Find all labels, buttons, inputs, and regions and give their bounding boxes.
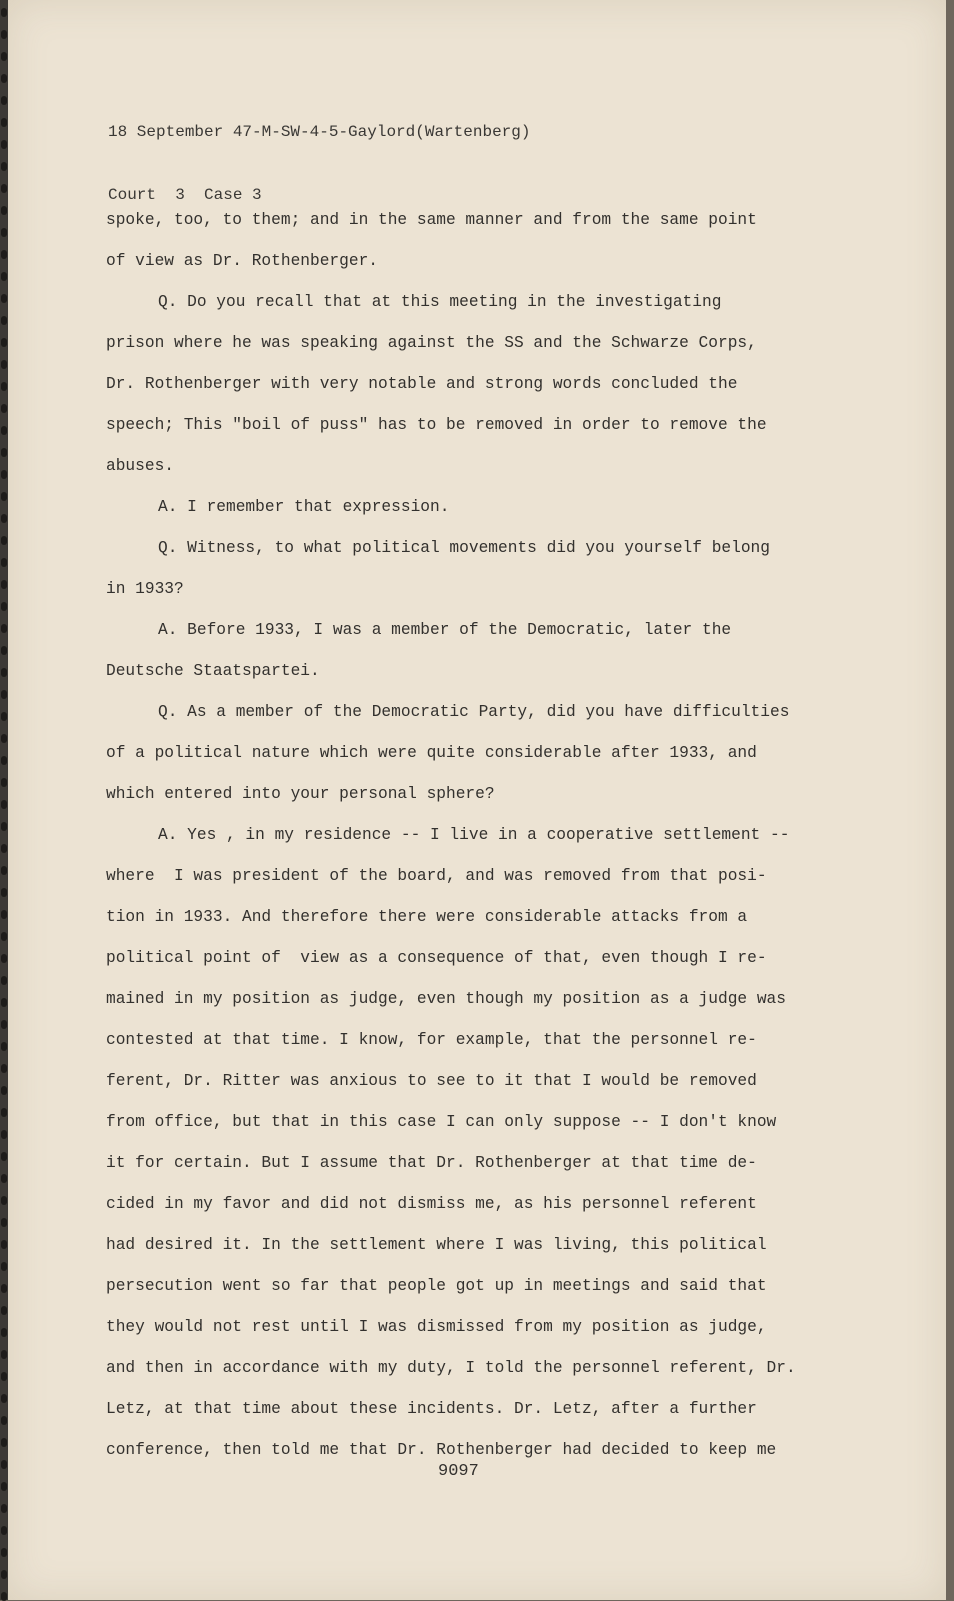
transcript-line: Q. Witness, to what political movements did you yourself belong <box>158 539 770 557</box>
transcript-line: mained in my position as judge, even though my position as a judge was <box>106 990 786 1008</box>
binder-hole <box>1 1548 7 1557</box>
binder-hole <box>1 800 7 809</box>
page-number: 9097 <box>438 1462 479 1481</box>
binder-hole <box>1 1152 7 1161</box>
binder-hole <box>1 1020 7 1029</box>
transcript-line: Q. As a member of the Democratic Party, did you have difficulties <box>158 703 790 721</box>
binder-hole <box>1 624 7 633</box>
transcript-line: from office, but that in this case I can only suppose -- I don't know <box>106 1113 777 1131</box>
binder-hole <box>1 338 7 347</box>
binder-hole <box>1 1086 7 1095</box>
binder-hole <box>1 184 7 193</box>
transcript-line: it for certain. But I assume that Dr. Rothenberger at that time de- <box>106 1154 757 1172</box>
document-page <box>8 0 946 1600</box>
binder-hole <box>1 910 7 919</box>
binder-hole <box>1 1372 7 1381</box>
binder-hole <box>1 206 7 215</box>
binder-hole <box>1 382 7 391</box>
transcript-line: prison where he was speaking against the SS and the Schwarze Corps, <box>106 334 757 352</box>
binder-hole <box>1 96 7 105</box>
binder-hole <box>1 140 7 149</box>
transcript-line: A. I remember that expression. <box>158 498 450 516</box>
binder-hole <box>1 668 7 677</box>
binder-hole <box>1 1570 7 1579</box>
binder-hole <box>1 448 7 457</box>
transcript-line: Letz, at that time about these incidents. Dr. Letz, after a further <box>106 1400 757 1418</box>
binder-hole <box>1 1460 7 1469</box>
binder-hole <box>1 536 7 545</box>
binder-hole <box>1 1284 7 1293</box>
transcript-line: cided in my favor and did not dismiss me, as his personnel referent <box>106 1195 757 1213</box>
binder-hole <box>1 1328 7 1337</box>
binder-hole <box>1 866 7 875</box>
transcript-line: Dr. Rothenberger with very notable and strong words concluded the <box>106 375 738 393</box>
binder-hole <box>1 888 7 897</box>
binder-hole <box>1 602 7 611</box>
transcript-line: in 1933? <box>106 580 184 598</box>
binder-hole <box>1 1064 7 1073</box>
binder-hole <box>1 734 7 743</box>
transcript-line: conference, then told me that Dr. Rothenberger had decided to keep me <box>106 1441 777 1459</box>
transcript-body <box>106 200 836 1471</box>
binder-hole <box>1 52 7 61</box>
binder-hole <box>1 558 7 567</box>
binder-hole <box>1 1174 7 1183</box>
binder-hole <box>1 1438 7 1447</box>
binder-hole <box>1 316 7 325</box>
binder-hole <box>1 1108 7 1117</box>
transcript-line: of a political nature which were quite considerable after 1933, and <box>106 744 757 762</box>
binder-hole <box>1 162 7 171</box>
binder-hole <box>1 426 7 435</box>
binder-hole <box>1 250 7 259</box>
transcript-line: contested at that time. I know, for example, that the personnel re- <box>106 1031 757 1049</box>
transcript-line: Deutsche Staatspartei. <box>106 662 320 680</box>
binder-hole <box>1 1526 7 1535</box>
binder-hole <box>1 1042 7 1051</box>
binder-hole <box>1 118 7 127</box>
binder-hole <box>1 228 7 237</box>
binder-hole <box>1 470 7 479</box>
binder-hole <box>1 30 7 39</box>
binder-hole <box>1 954 7 963</box>
transcript-line: ferent, Dr. Ritter was anxious to see to it that I would be removed <box>106 1072 757 1090</box>
binder-hole <box>1 1504 7 1513</box>
transcript-line: A. Yes , in my residence -- I live in a cooperative settlement -- <box>158 826 790 844</box>
binder-hole <box>1 294 7 303</box>
binder-hole <box>1 492 7 501</box>
header-court-case: Court 3 Case 3 <box>108 186 262 204</box>
transcript-line: persecution went so far that people got up in meetings and said that <box>106 1277 767 1295</box>
transcript-line: spoke, too, to them; and in the same manner and from the same point <box>106 211 757 229</box>
binder-hole <box>1 1394 7 1403</box>
transcript-line: and then in accordance with my duty, I told the personnel referent, Dr. <box>106 1359 796 1377</box>
binder-strip <box>0 0 8 1600</box>
binder-hole <box>1 932 7 941</box>
transcript-line: tion in 1933. And therefore there were considerable attacks from a <box>106 908 748 926</box>
binder-hole <box>1 756 7 765</box>
binder-hole <box>1 1350 7 1359</box>
binder-hole <box>1 580 7 589</box>
transcript-line: where I was president of the board, and was removed from that posi- <box>106 867 767 885</box>
transcript-line: had desired it. In the settlement where I was living, this political <box>106 1236 767 1254</box>
binder-hole <box>1 712 7 721</box>
binder-hole <box>1 976 7 985</box>
binder-hole <box>1 690 7 699</box>
transcript-line: abuses. <box>106 457 174 475</box>
binder-hole <box>1 1196 7 1205</box>
transcript-line: Q. Do you recall that at this meeting in the investigating <box>158 293 722 311</box>
transcript-line: which entered into your personal sphere? <box>106 785 495 803</box>
binder-hole <box>1 1306 7 1315</box>
binder-hole <box>1 272 7 281</box>
binder-hole <box>1 1262 7 1271</box>
binder-hole <box>1 1482 7 1491</box>
binder-hole <box>1 1130 7 1139</box>
binder-hole <box>1 74 7 83</box>
binder-hole <box>1 1218 7 1227</box>
header-date-reference: 18 September 47-M-SW-4-5-Gaylord(Wartenberg) <box>108 123 531 141</box>
transcript-line: political point of view as a consequence of that, even though I re- <box>106 949 767 967</box>
transcript-line: speech; This "boil of puss" has to be removed in order to remove the <box>106 416 767 434</box>
transcript-line: A. Before 1933, I was a member of the Democratic, later the <box>158 621 732 639</box>
transcript-line: of view as Dr. Rothenberger. <box>106 252 378 270</box>
binder-hole <box>1 1416 7 1425</box>
binder-hole <box>1 844 7 853</box>
binder-hole <box>1 404 7 413</box>
binder-hole <box>1 360 7 369</box>
binder-hole <box>1 646 7 655</box>
binder-hole <box>1 8 7 17</box>
binder-hole <box>1 998 7 1007</box>
binder-hole <box>1 1240 7 1249</box>
binder-hole <box>1 514 7 523</box>
binder-hole <box>1 822 7 831</box>
transcript-line: they would not rest until I was dismissed from my position as judge, <box>106 1318 767 1336</box>
binder-hole <box>1 778 7 787</box>
